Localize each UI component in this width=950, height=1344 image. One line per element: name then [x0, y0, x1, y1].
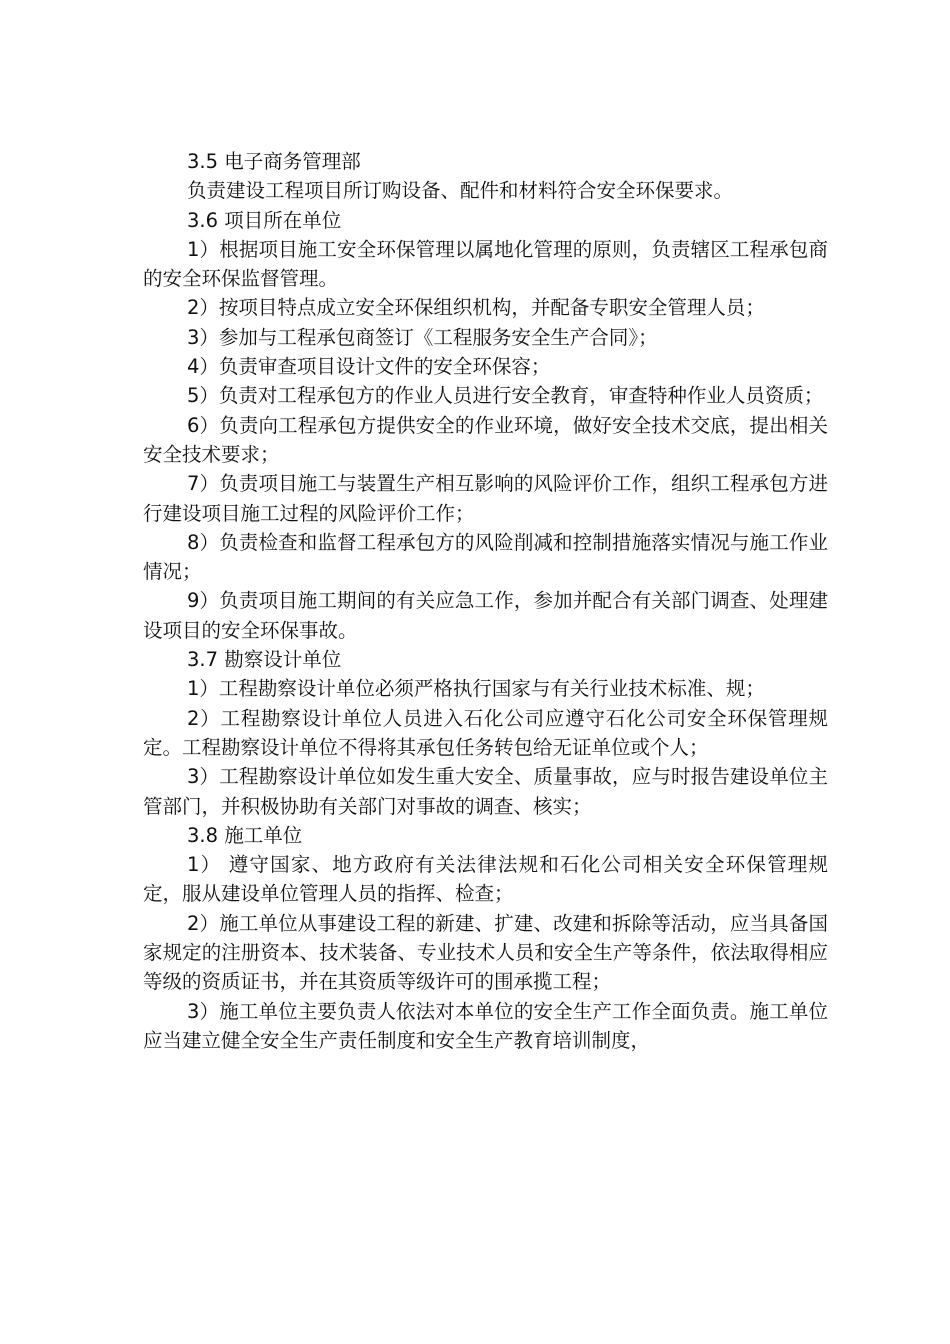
paragraph-3-8-item-3: 3）施工单位主要负责人依法对本单位的安全生产工作全面负责。施工单位应当建立健全安全生产责任制度和安全生产教育培训制度， [143, 999, 828, 1052]
paragraph-3-6-item-9: 9）负责项目施工期间的有关应急工作，参加并配合有关部门调查、处理建设项目的安全环保事故。 [143, 589, 828, 642]
paragraph-3-6-item-1: 1）根据项目施工安全环保管理以属地化管理的原则，负责辖区工程承包商的安全环保监督管理。 [143, 237, 828, 291]
paragraph-3-7-item-1: 1）工程勘察设计单位必须严格执行国家与有关行业技术标准、规； [187, 677, 765, 701]
paragraph-3-6-item-8: 8）负责检查和监督工程承包方的风险削减和控制措施落实情况与施工作业情况； [143, 530, 828, 584]
paragraph-3-7-item-3: 3）工程勘察设计单位如发生重大安全、质量事故，应与时报告建设单位主管部门，并积极协助有关部门对事故的调查、核实； [143, 765, 828, 818]
paragraph-3-5-body: 负责建设工程项目所订购设备、配件和材料符合安全环保要求。 [187, 179, 734, 203]
heading-3-8: 3.8 施工单位 [187, 823, 303, 847]
paragraph-3-7-item-2: 2）工程勘察设计单位人员进入石化公司应遵守石化公司安全环保管理规定。工程勘察设计单位不得将其承包任务转包给无证单位或个人； [143, 706, 828, 759]
paragraph-3-8-item-2: 2）施工单位从事建设工程的新建、扩建、改建和拆除等活动，应当具备国家规定的注册资本、技术装备、专业技术人员和安全生产等条件，依法取得相应等级的资质证书，并在其资质等级许可的围承揽工程； [143, 911, 828, 994]
paragraph-3-6-item-2: 2）按项目特点成立安全环保组织机构，并配备专职安全管理人员； [187, 296, 765, 320]
paragraph-3-6-item-3: 3）参加与工程承包商签订《工程服务安全生产合同》； [187, 325, 658, 349]
paragraph-3-8-item-1: 1） 遵守国家、地方政府有关法律法规和石化公司相关安全环保管理规定，服从建设单位管理人员的指挥、检查； [143, 853, 828, 906]
heading-3-7: 3.7 勘察设计单位 [187, 648, 342, 672]
heading-3-6: 3.6 项目所在单位 [187, 208, 342, 232]
paragraph-3-6-item-4: 4）负责审查项目设计文件的安全环保容； [187, 355, 551, 379]
heading-3-5: 3.5 电子商务管理部 [187, 150, 361, 173]
paragraph-3-6-item-7: 7）负责项目施工与装置生产相互影响的风险评价工作，组织工程承包方进行建设项目施工过程的风险评价工作； [143, 472, 828, 525]
paragraph-3-6-item-5: 5）负责对工程承包方的作业人员进行安全教育，审查特种作业人员资质； [187, 384, 824, 408]
document-body [143, 147, 828, 1055]
paragraph-3-6-item-6: 6）负责向工程承包方提供安全的作业环境，做好安全技术交底，提出相关安全技术要求； [143, 413, 828, 466]
